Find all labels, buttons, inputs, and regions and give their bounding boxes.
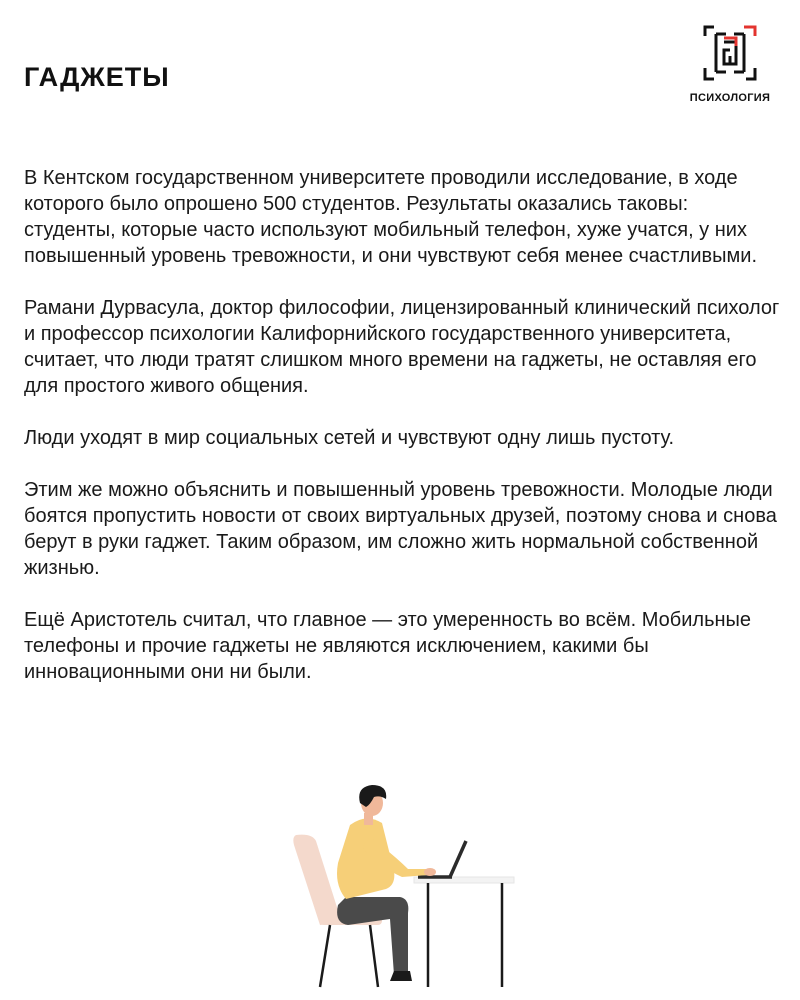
- paragraph: Люди уходят в мир социальных сетей и чувствуют одну лишь пустоту.: [24, 427, 675, 449]
- maze-logo-icon: [702, 24, 758, 82]
- paragraph: В Кентском государственном университете проводили исследование, в ходе которого было опрошено 500 студентов. Результаты оказались таковы: студенты, которые часто используют мобильный телефон, хуже учатся, у них повышенный уровень тревожности, и они чувствуют себя менее счастливыми.: [24, 167, 758, 267]
- page-title: ГАДЖЕТЫ: [24, 62, 170, 92]
- desk-legs: [428, 883, 502, 987]
- illustration-graphic: [290, 785, 520, 990]
- paragraph: Ещё Аристотель считал, что главное — это умеренность во всём. Мобильные телефоны и прочие гаджеты не являются исключением, какими бы инновационными они ни были.: [24, 609, 752, 683]
- person-at-laptop-illustration: [290, 785, 520, 995]
- paragraph: Рамани Дурвасула, доктор философии, лицензированный клинический психолог и профессор психологии Калифорнийского государственного университета, считает, что люди тратят слишком много времени на гаджеты, не оставляя его для простого живого общения.: [24, 297, 780, 397]
- article-body: [24, 165, 784, 711]
- hand: [424, 868, 436, 876]
- pants: [337, 897, 408, 975]
- shoes: [390, 971, 412, 981]
- chair-back: [293, 835, 342, 925]
- brand-logo: [680, 24, 780, 114]
- logo-text: ПСИХОЛОГИЯ: [689, 92, 771, 104]
- laptop-screen: [450, 841, 466, 877]
- paragraph: Этим же можно объяснить и повышенный уровень тревожности. Молодые люди боятся пропустить новости от своих виртуальных друзей, поэтому снова и снова берут в руки гаджет. Таким образом, им сложно жить нормальной собственной жизнью.: [24, 479, 777, 579]
- chair-legs: [320, 925, 378, 987]
